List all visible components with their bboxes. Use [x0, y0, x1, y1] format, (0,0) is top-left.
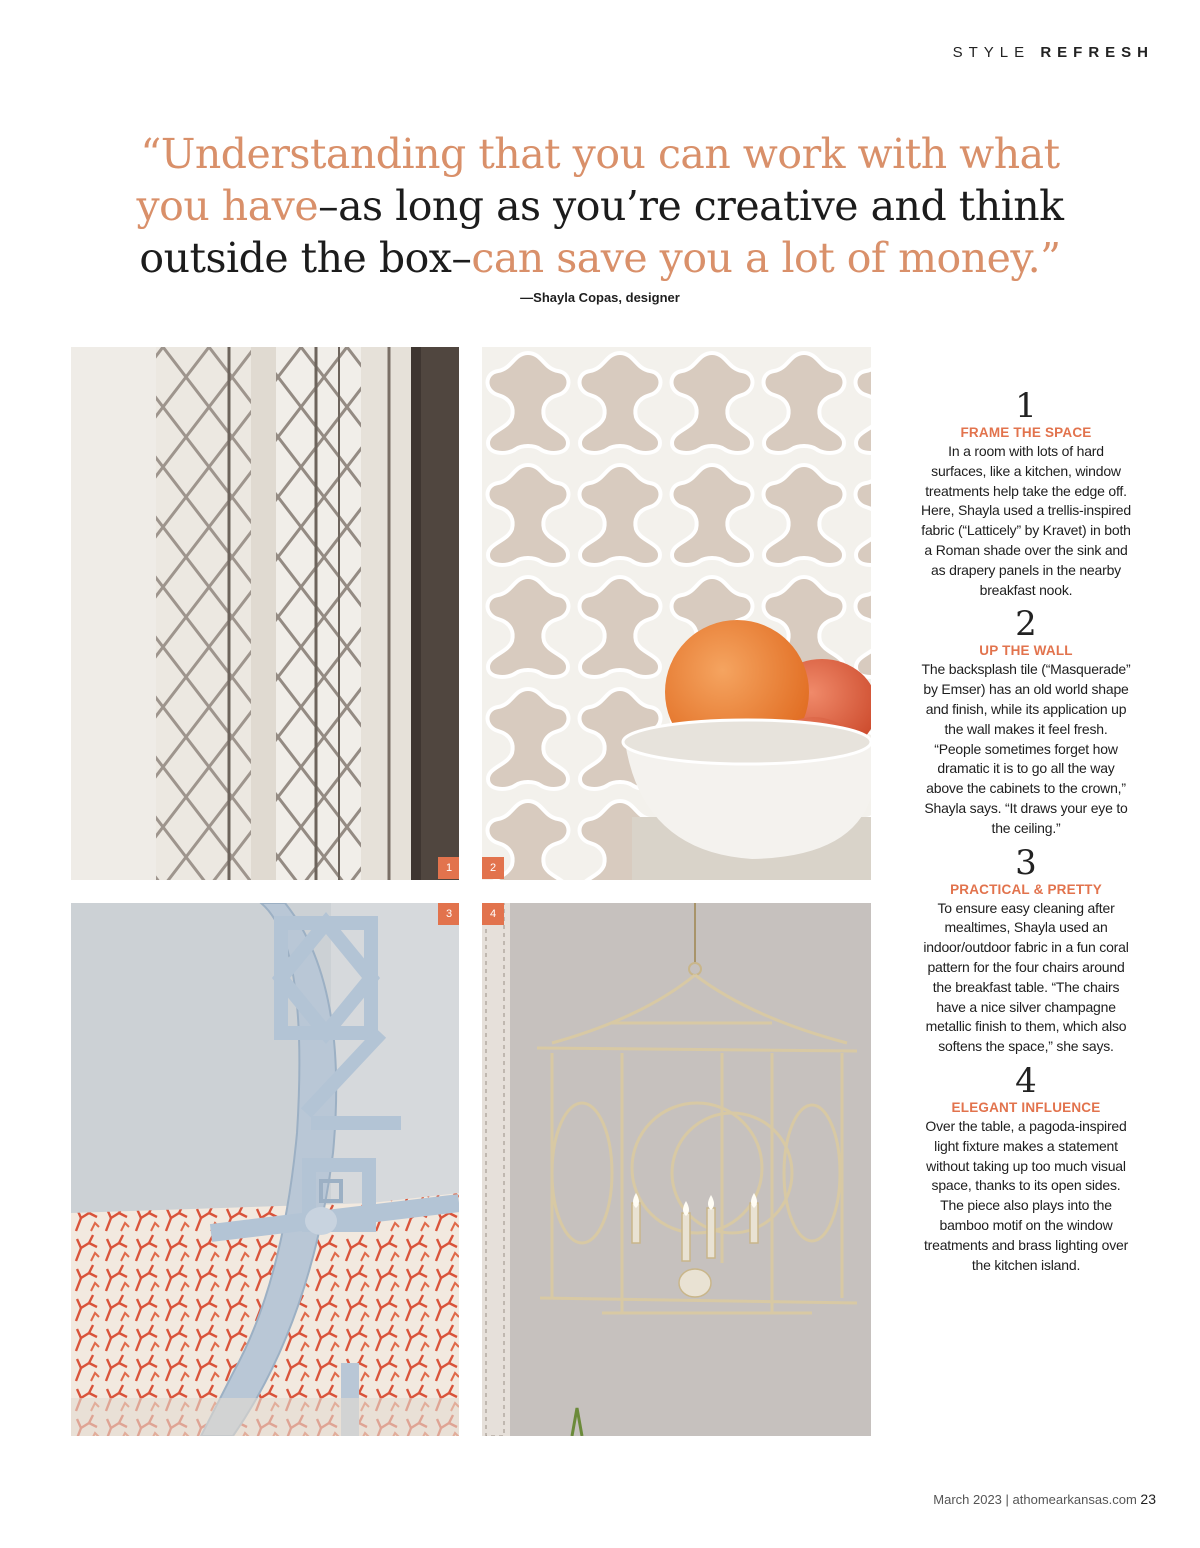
- photo-chair-coral: [71, 903, 459, 1436]
- photo-badge-3: 3: [438, 903, 459, 925]
- photo-curtain-trellis: [71, 347, 459, 880]
- photo-badge-1: 1: [438, 857, 459, 879]
- photo-backsplash-tile: [482, 347, 871, 880]
- photo-badge-4: 4: [482, 903, 504, 925]
- quote-part-1: “Understanding that you can work with what you have: [136, 130, 1060, 230]
- chair-illustration: [71, 903, 459, 1436]
- tip-number: 1: [1015, 386, 1037, 426]
- tip-title: UP THE WALL: [979, 643, 1073, 659]
- tip-number: 2: [1015, 604, 1037, 645]
- tip-2: [921, 606, 1131, 838]
- tile-illustration: [482, 347, 871, 880]
- tip-3: [921, 842, 1131, 1057]
- tip-4: [921, 1060, 1131, 1275]
- tip-title: PRACTICAL & PRETTY: [950, 881, 1102, 897]
- section-header: [953, 44, 1154, 61]
- tip-title: FRAME THE SPACE: [960, 425, 1092, 440]
- tip-body: Over the table, a pagoda-inspired light fixture makes a statement without taking up too much visual space, thanks to its open sides. The piece also plays into the bamboo motif on the window treatments and brass lighting over the kitchen island.: [923, 1117, 1129, 1273]
- section-word-style: STYLE: [952, 44, 1031, 61]
- tip-body: In a room with lots of hard surfaces, like a kitchen, window treatments help take the edge off. Here, Shayla used a trellis-inspired fabric (“Latticely” by Kravet) in both a Roman shade over the sink and as drapery panels in the nearby breakfast nook.: [921, 443, 1131, 598]
- page-folio: [933, 1491, 1156, 1507]
- tip-number: 4: [1015, 1060, 1037, 1101]
- tip-1: [921, 388, 1131, 600]
- tip-body: To ensure easy cleaning after mealtimes, Shayla used an indoor/outdoor fabric in a fun coral pattern for the four chairs around the breakfast table. “The chairs have a nice silver champagne metallic finish to them, which also softens the space,” she says.: [923, 899, 1129, 1055]
- quote-part-2: –as long as you’re creative and think outside the box–: [139, 182, 1064, 282]
- photo-pagoda-lantern: [482, 903, 871, 1436]
- tip-number: 3: [1015, 842, 1037, 883]
- lantern-illustration: [482, 903, 871, 1436]
- tips-sidebar: [921, 388, 1131, 1281]
- curtain-illustration: [71, 347, 459, 880]
- quote-attribution: —Shayla Copas, designer: [520, 290, 680, 305]
- pull-quote: [120, 128, 1080, 284]
- tip-title: ELEGANT INFLUENCE: [951, 1099, 1101, 1115]
- page-number: 23: [1140, 1491, 1156, 1507]
- quote-part-3: can save you a lot of money.”: [471, 234, 1061, 282]
- tip-body: The backsplash tile (“Masquerade” by Emser) has an old world shape and finish, while its application up the wall makes it feel fresh. “People sometimes forget how dramatic it is to go all the way above the cabinets to the crown,” Shayla says. “It draws your eye to the ceiling.”: [921, 661, 1131, 836]
- section-word-refresh: REFRESH: [1040, 44, 1154, 61]
- photo-badge-2: 2: [482, 857, 504, 879]
- folio-issue: March 2023 | athomearkansas.com: [933, 1492, 1137, 1507]
